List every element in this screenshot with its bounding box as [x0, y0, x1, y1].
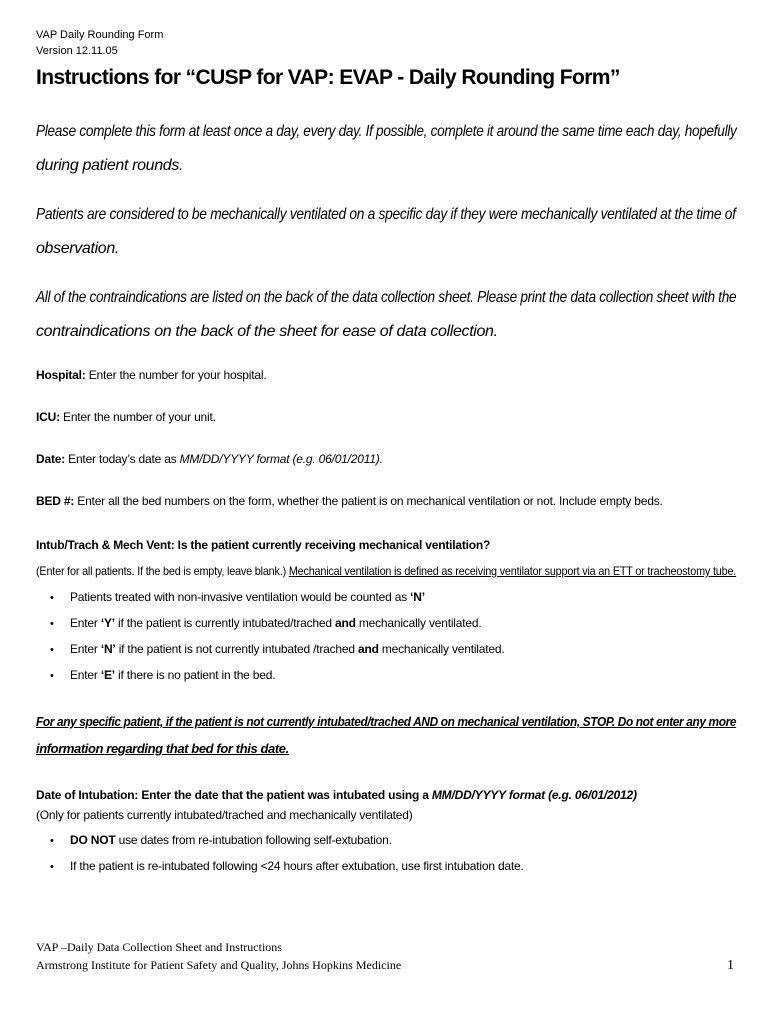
intubation-date-note: (Only for patients currently intubated/trached and mechanically ventilated): [36, 808, 413, 822]
paragraph-line: observation.: [36, 240, 119, 257]
bullet-icon: •: [50, 618, 54, 630]
list-item: • Enter ‘N’ if the patient is not currently intubated /trached and mechanically ventilated.: [50, 642, 505, 656]
bed-instruction: [36, 494, 663, 509]
intubation-date-heading: [36, 788, 637, 803]
icu-instruction: [36, 410, 216, 425]
field-label: BED #:: [36, 494, 75, 508]
field-label: Hospital:: [36, 368, 86, 382]
page-number: 1: [727, 958, 734, 973]
form-name: VAP Daily Rounding Form: [36, 29, 164, 41]
version-label: Version 12.11.05: [36, 45, 118, 57]
bullet-icon: •: [50, 592, 54, 604]
list-item: • Patients treated with non-invasive ventilation would be counted as ‘N’: [50, 590, 425, 604]
stop-warning-line: For any specific patient, if the patient is not currently intubated/trached AND on mechanical ventilation, STOP. Do not enter any more: [36, 714, 737, 729]
field-label: Date of Intubation: Enter the date that the patient was intubated using a: [36, 788, 432, 802]
bullet-icon: •: [50, 835, 54, 847]
field-label: ICU:: [36, 410, 60, 424]
paragraph-ventilated-definition: [36, 198, 736, 266]
intub-note: [36, 564, 736, 579]
list-item: • Enter ‘Y’ if the patient is currently intubated/trached and mechanically ventilated.: [50, 616, 482, 630]
stop-warning-line: information regarding that bed for this date.: [36, 741, 289, 756]
paragraph-line: All of the contraindications are listed on the back of the data collection sheet. Please print the data collection sheet with the: [36, 289, 737, 306]
bullet-icon: •: [50, 861, 54, 873]
footer-institution: Armstrong Institute for Patient Safety and Quality, Johns Hopkins Medicine: [36, 958, 402, 972]
field-text: Enter today’s date as: [68, 452, 180, 466]
date-format: MM/DD/YYYY format (e.g. 06/01/2011).: [179, 452, 383, 466]
list-item: • If the patient is re-intubated following <24 hours after extubation, use first intubation date.: [50, 859, 524, 873]
field-label: Date:: [36, 452, 66, 466]
date-instruction: [36, 452, 383, 467]
paragraph-line: Patients are considered to be mechanically ventilated on a specific day if they were mechanically ventilated at the time of: [36, 206, 736, 223]
field-text: Enter all the bed numbers on the form, whether the patient is on mechanical ventilation or not. Include empty beds.: [77, 494, 663, 508]
list-item: • Enter ‘E’ if there is no patient in the bed.: [50, 668, 276, 682]
bullet-icon: •: [50, 644, 54, 656]
bullet-icon: •: [50, 670, 54, 682]
mech-vent-definition: Mechanical ventilation is defined as receiving ventilator support via an ETT or tracheostomy tube.: [288, 564, 737, 578]
paragraph-line: during patient rounds.: [36, 157, 184, 174]
field-label: Intub/Trach & Mech Vent: Is the patient currently receiving mechanical ventilation?: [36, 538, 491, 552]
paragraph-line: Please complete this form at least once a day, every day. If possible, complete it around the same time each day, hopefully: [36, 123, 737, 140]
list-item: • DO NOT use dates from re-intubation following self-extubation.: [50, 833, 392, 847]
page-title: Instructions for “CUSP for VAP: EVAP - Daily Rounding Form”: [36, 66, 620, 89]
paragraph-complete-daily: [36, 115, 736, 183]
note-plain: (Enter for all patients. If the bed is empty, leave blank.): [36, 564, 289, 578]
intub-heading: [36, 538, 490, 553]
hospital-instruction: [36, 368, 266, 383]
paragraph-contraindications: [36, 281, 736, 349]
intubation-date-format: MM/DD/YYYY format (e.g. 06/01/2012): [431, 788, 637, 802]
paragraph-line: contraindications on the back of the sheet for ease of data collection.: [36, 323, 498, 340]
field-text: Enter the number of your unit.: [63, 410, 216, 424]
footer-title: VAP –Daily Data Collection Sheet and Instructions: [36, 940, 282, 954]
field-text: Enter the number for your hospital.: [88, 368, 267, 382]
